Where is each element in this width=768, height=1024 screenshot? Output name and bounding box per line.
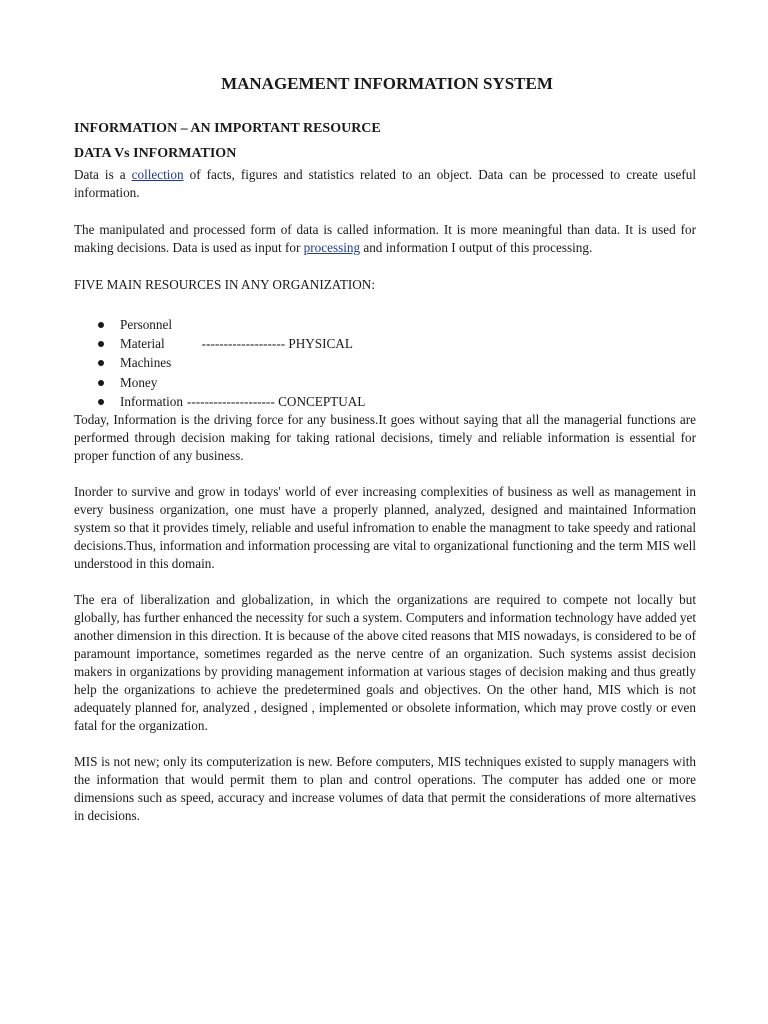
resource-label: Machines [120, 355, 172, 371]
paragraph-mis-not-new: MIS is not new; only its computerization is new. Before computers, MIS techniques existed to supply managers with the information that would permit them to plan and control operations. The computer has added one or more dimensions such as speed, accuracy and increase volumes of data that permit the considerations of more alternatives in decisions. [74, 753, 696, 823]
resource-category-note: -------------------- CONCEPTUAL [187, 393, 366, 409]
resource-label: Information [120, 393, 183, 409]
list-item [74, 373, 696, 392]
document-body [74, 73, 696, 843]
document-title: MANAGEMENT INFORMATION SYSTEM [221, 74, 553, 93]
paragraph-survive-and-grow: Inorder to survive and grow in todays' world of ever increasing complexities of business as well as management in every business organization, one must have a properly planned, analyzed, designed and maintained Information system so that it provides timely, reliable and useful infromation to enable the managment to take speedy and rational decisions.Thus, information and information processing are vital to organizational functioning and the term MIS well understood in this domain. [74, 483, 696, 571]
section-heading-data-vs-information: DATA Vs INFORMATION [74, 146, 237, 161]
collection-link[interactable]: collection [131, 167, 184, 182]
paragraph-liberalization: The era of liberalization and globalization, in which the organizations are required to compete not locally but globally, has further enhanced the necessity for such a system. Computers and information technology have added yet another dimension in this direction. It is because of the above cited reasons that MIS nowadays, is considered to be of paramount importance, sometimes regarded as the nerve centre of an organization. Such systems assist decision makers in organizations by providing management information at various stages of decision making and thus greatly help the organizations to achieve the predetermined goals and objectives. On the other hand, MIS which is not adequately planned for, analyzed , designed , implemented or obsolete information, which may prove costly or even fatal for the organization. [74, 591, 696, 733]
list-item [74, 315, 696, 334]
list-item [74, 334, 696, 353]
information-resource-list [74, 392, 696, 411]
list-item [74, 353, 696, 372]
paragraph-text: Data is a [74, 167, 132, 182]
paragraph-information-definition [74, 221, 696, 257]
paragraph-driving-force: Today, Information is the driving force for any business.It goes without saying that all the managerial functions are performed through decision making for taking rational decisions, timely and reliable information is essential for proper function of any business. [74, 411, 696, 463]
resources-heading: FIVE MAIN RESOURCES IN ANY ORGANIZATION: [74, 277, 375, 292]
bullet-icon [98, 341, 104, 347]
resource-category-note: ------------------- PHYSICAL [201, 336, 353, 352]
bullet-icon [98, 360, 104, 366]
paragraph-data-definition [74, 166, 696, 202]
bullet-icon [98, 322, 104, 328]
paragraph-text: and information I output of this processing. [360, 240, 593, 255]
bullet-icon [98, 380, 104, 386]
resource-label: Material [120, 336, 165, 352]
paragraph-text: of facts, figures and statistics related to an object. Data can be processed to create useful information. [74, 167, 696, 200]
processing-link[interactable]: processing [303, 240, 361, 255]
paragraph-text: The manipulated and processed form of data is called information. It is more meaningful than data. It is used for making decisions. Data is used as input for [74, 222, 696, 255]
resource-label: Money [120, 374, 158, 390]
section-heading-information-resource: INFORMATION – AN IMPORTANT RESOURCE [74, 121, 381, 136]
list-item [74, 392, 696, 411]
resource-label: Personnel [120, 317, 173, 332]
resources-list [74, 315, 696, 392]
bullet-icon [98, 399, 104, 405]
